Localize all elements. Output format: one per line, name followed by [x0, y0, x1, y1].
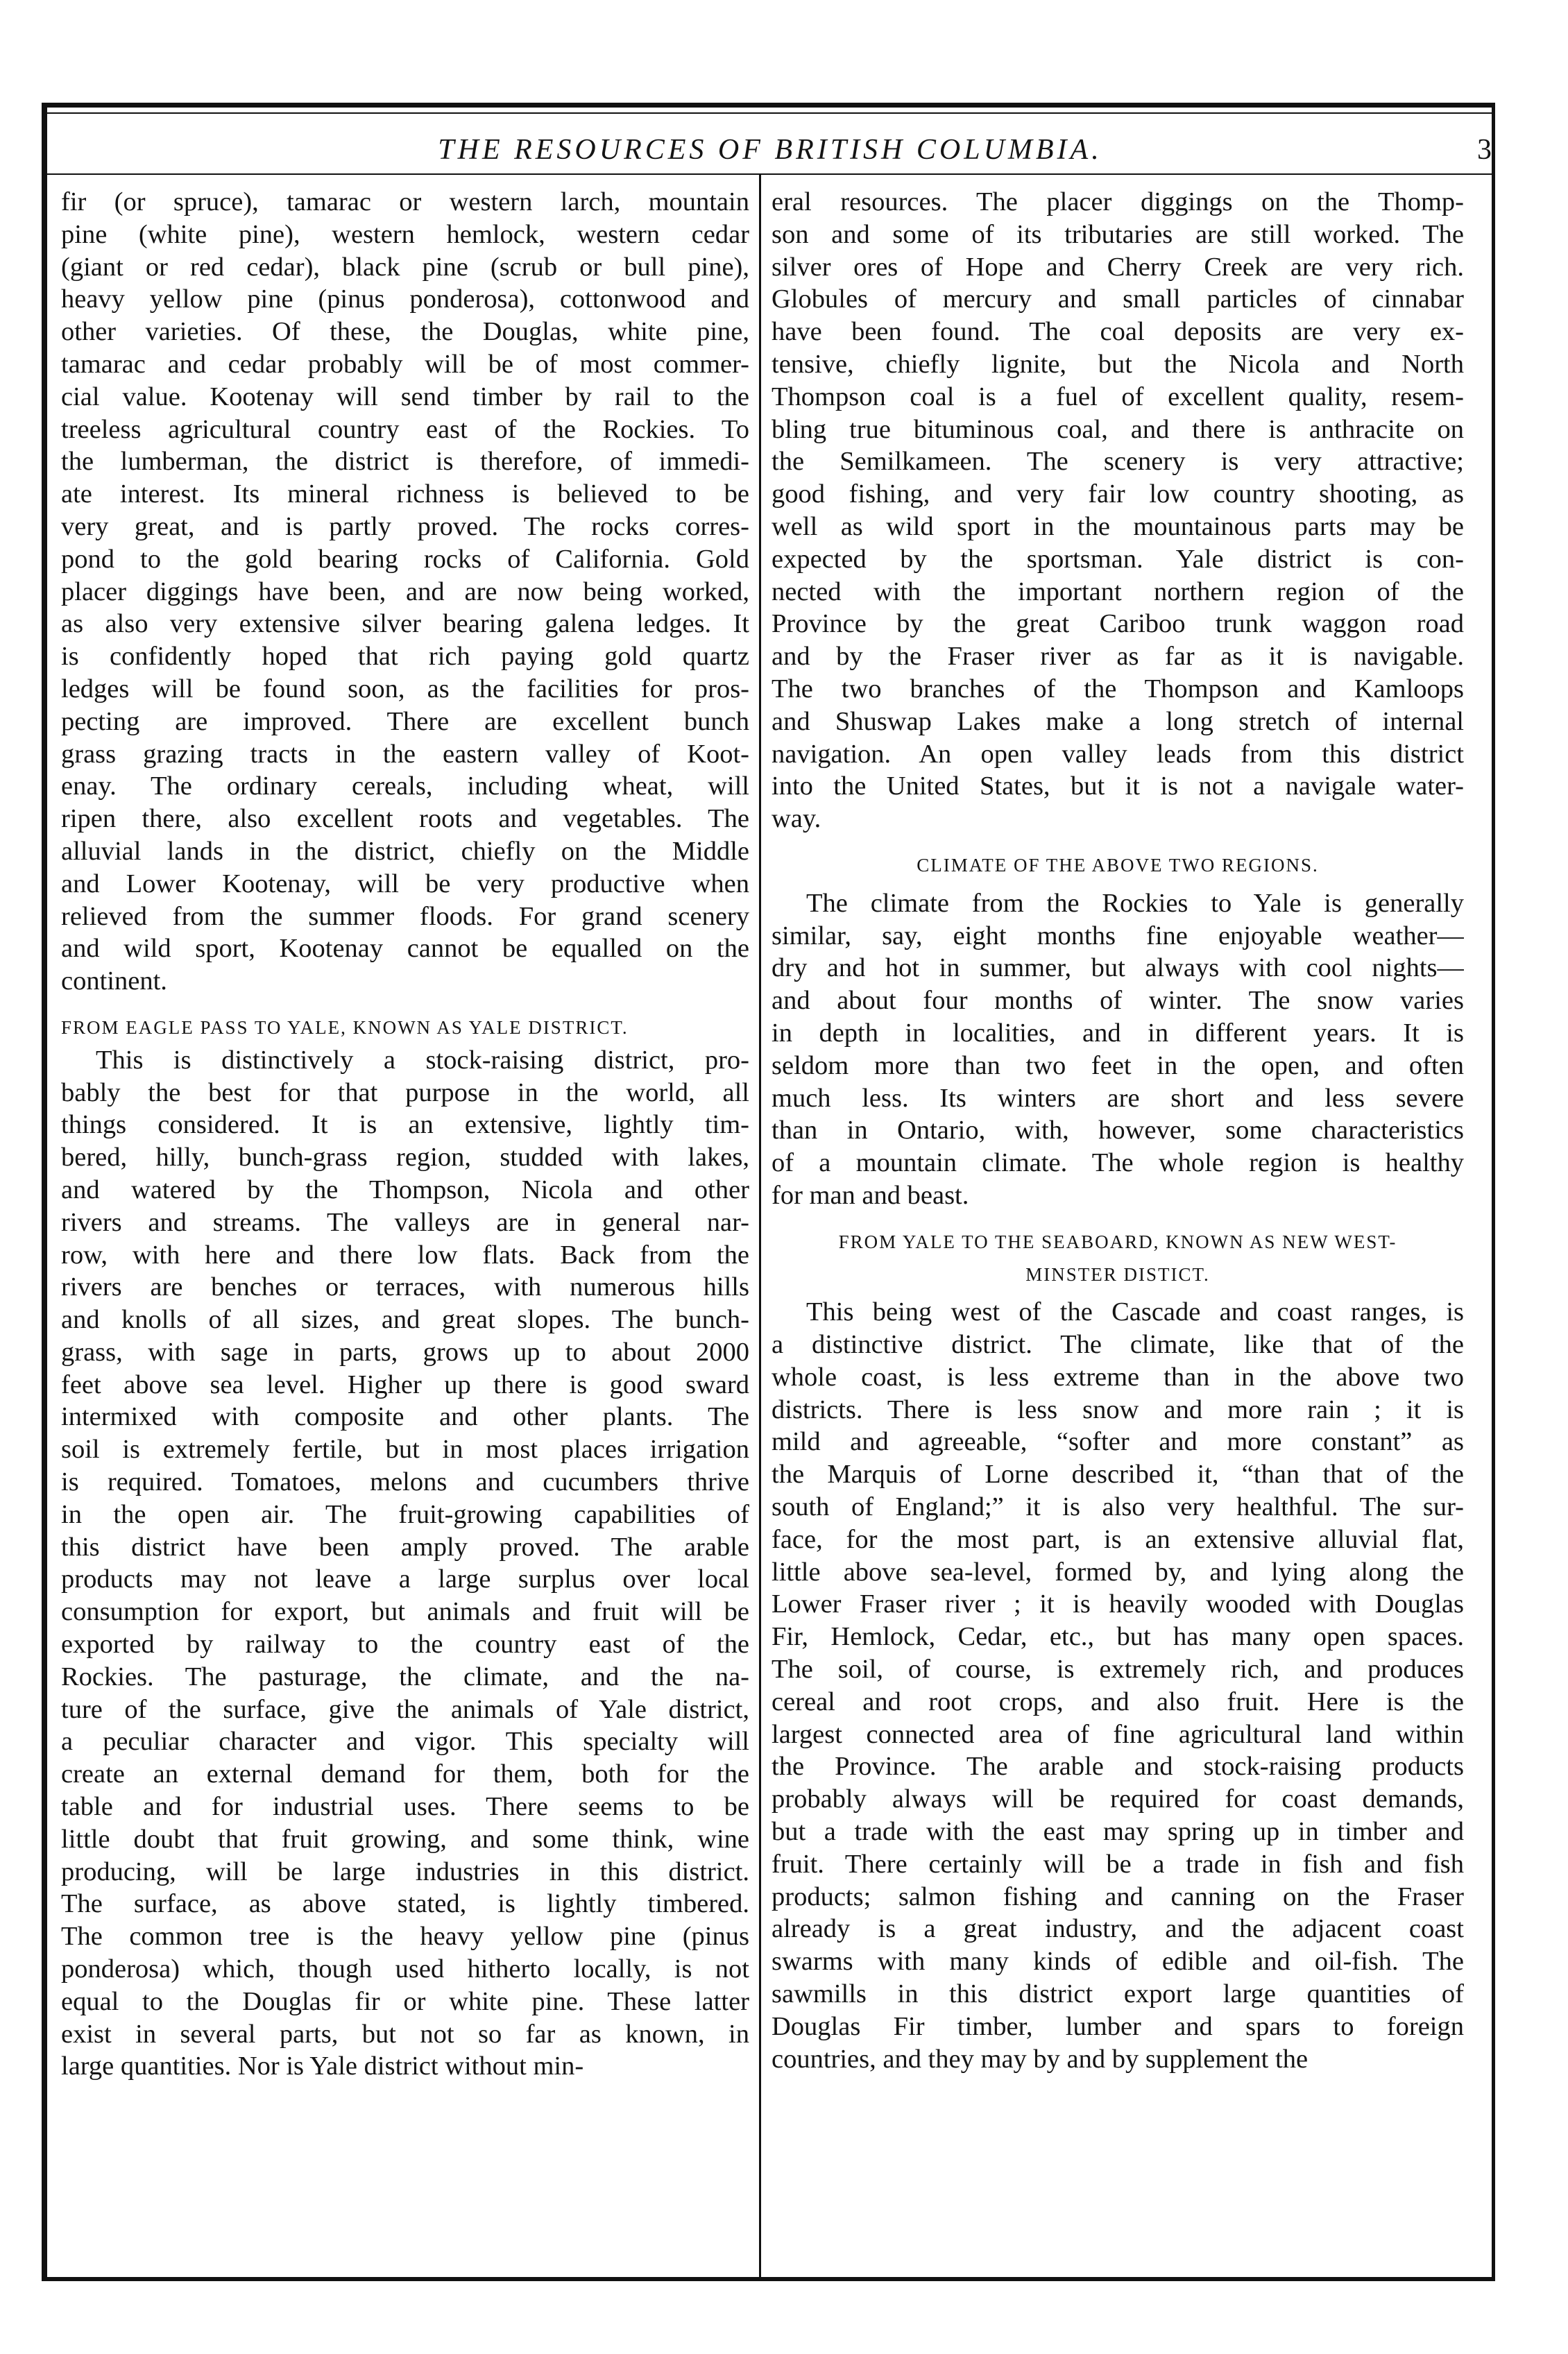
text-line: large quantities. Nor is Yale district without min-: [61, 2052, 584, 2081]
text-line: than in Ontario, with, however, some characteristics: [772, 1116, 1464, 1145]
text-line: cereal and root crops, and also fruit. Here is the: [772, 1687, 1464, 1716]
text-line: navigation. An open valley leads from this district: [772, 739, 1464, 769]
left-column: [61, 186, 749, 2083]
text-line: districts. There is less snow and more rain ; it is: [772, 1395, 1464, 1424]
paragraph-kootenay: [61, 186, 749, 998]
text-line: in the open air. The fruit-growing capabilities of: [61, 1499, 749, 1529]
paragraph-climate: [772, 887, 1464, 1212]
text-line: alluvial lands in the district, chiefly on the Middle: [61, 836, 749, 866]
text-line: have been found. The coal deposits are very ex-: [772, 317, 1464, 347]
running-header: THE RESOURCES OF BRITISH COLUMBIA.: [438, 134, 1102, 166]
text-line: bling true bituminous coal, and there is anthracite on: [772, 414, 1464, 444]
text-line: and watered by the Thompson, Nicola and other: [61, 1175, 749, 1204]
text-line: tamarac and cedar probably will be of most commer-: [61, 349, 749, 379]
text-line: and knolls of all sizes, and great slopes. The bunch-: [61, 1305, 749, 1335]
text-line: little doubt that fruit growing, and some think, wine: [61, 1824, 749, 1854]
text-line: continent.: [61, 966, 167, 996]
text-line: exported by railway to the country east of the: [61, 1630, 749, 1660]
text-line: ripen there, also excellent roots and vegetables. The: [61, 804, 749, 834]
text-line: expected by the sportsman. Yale district is con-: [772, 544, 1464, 574]
text-line: this district have been amply proved. The arable: [61, 1532, 749, 1562]
text-line: things considered. It is an extensive, lightly tim-: [61, 1110, 749, 1140]
text-line: a distinctive district. The climate, like that of the: [772, 1330, 1464, 1360]
text-line: whole coast, is less extreme than in the above two: [772, 1362, 1464, 1392]
text-line: relieved from the summer floods. For grand scenery: [61, 901, 749, 931]
text-line: pond to the gold bearing rocks of California. Gold: [61, 544, 749, 574]
text-line: largest connected area of fine agricultural land within: [772, 1719, 1464, 1749]
text-line: is confidently hoped that rich paying gold quartz: [61, 642, 749, 672]
text-line: products; salmon fishing and canning on the Fraser: [772, 1882, 1464, 1911]
text-line: as also very extensive silver bearing galena ledges. It: [61, 609, 749, 639]
text-line: Rockies. The pasturage, the climate, and the na-: [61, 1662, 749, 1691]
text-line: and about four months of winter. The snow varies: [772, 986, 1464, 1016]
section-heading-climate: CLIMATE OF THE ABOVE TWO REGIONS.: [917, 854, 1319, 876]
text-line: the Marquis of Lorne described it, “than that of the: [772, 1460, 1464, 1490]
text-line: table and for industrial uses. There seems to be: [61, 1792, 749, 1822]
paragraph-new-westminster: [772, 1296, 1464, 2075]
text-line: nected with the important northern region of the: [772, 577, 1464, 606]
section-heading-new-westminster-cont: MINSTER DISTICT.: [1025, 1263, 1210, 1285]
text-line: (giant or red cedar), black pine (scrub or bull pine),: [61, 252, 749, 282]
text-line: This is distinctively a stock-raising district, pro-: [96, 1045, 749, 1075]
text-line: pine (white pine), western hemlock, western cedar: [61, 219, 749, 249]
paragraph-yale-resources: [772, 186, 1464, 835]
text-line: intermixed with composite and other plants. The: [61, 1402, 749, 1432]
text-line: Fir, Hemlock, Cedar, etc., but has many open spaces.: [772, 1622, 1464, 1652]
text-line: products may not leave a large surplus over local: [61, 1564, 749, 1594]
text-line: treeless agricultural country east of the Rockies. To: [61, 414, 749, 444]
left-border: [42, 103, 47, 2281]
text-line: a peculiar character and vigor. This specialty will: [61, 1727, 749, 1757]
text-line: ture of the surface, give the animals of Yale district,: [61, 1694, 749, 1724]
text-line: and by the Fraser river as far as it is navigable.: [772, 642, 1464, 672]
text-line: tensive, chiefly lignite, but the Nicola and North: [772, 349, 1464, 379]
section-heading-new-westminster: FROM YALE TO THE SEABOARD, KNOWN AS NEW WEST-: [838, 1231, 1397, 1252]
text-line: Lower Fraser river ; it is heavily wooded with Douglas: [772, 1589, 1464, 1619]
paragraph-yale-district: [61, 1044, 749, 2083]
text-line: face, for the most part, is an extensive alluvial flat,: [772, 1524, 1464, 1554]
text-line: eral resources. The placer diggings on the Thomp-: [772, 187, 1464, 216]
text-line: dry and hot in summer, but always with cool nights—: [772, 953, 1464, 983]
text-line: but a trade with the east may spring up in timber and: [772, 1817, 1464, 1847]
text-line: fruit. There certainly will be a trade in fish and fish: [772, 1849, 1464, 1879]
text-line: little above sea-level, formed by, and lying along the: [772, 1557, 1464, 1587]
text-line: equal to the Douglas fir or white pine. These latter: [61, 1986, 749, 2016]
text-line: silver ores of Hope and Cherry Creek are very rich.: [772, 252, 1464, 282]
text-line: bably the best for that purpose in the world, all: [61, 1077, 749, 1107]
text-line: well as wild sport in the mountainous parts may be: [772, 511, 1464, 541]
text-line: The climate from the Rockies to Yale is generally: [806, 888, 1464, 918]
text-line: way.: [772, 804, 821, 834]
text-line: fir (or spruce), tamarac or western larch, mountain: [61, 187, 749, 216]
text-line: into the United States, but it is not a navigale water-: [772, 771, 1464, 801]
text-line: other varieties. Of these, the Douglas, white pine,: [61, 317, 749, 347]
text-line: and wild sport, Kootenay cannot be equalled on the: [61, 934, 749, 964]
text-line: The soil, of course, is extremely rich, and produces: [772, 1655, 1464, 1685]
text-line: ponderosa) which, though used hitherto locally, is not: [61, 1954, 749, 1984]
text-line: probably always will be required for coast demands,: [772, 1784, 1464, 1814]
header-rule: [42, 173, 1495, 175]
text-line: exist in several parts, but not so far as known, in: [61, 2019, 749, 2049]
bottom-rule: [42, 2277, 1495, 2281]
right-border: [1492, 103, 1495, 2281]
text-line: the lumberman, the district is therefore, of immedi-: [61, 447, 749, 477]
text-line: row, with here and there low flats. Back from the: [61, 1240, 749, 1270]
text-line: very great, and is partly proved. The rocks corres-: [61, 511, 749, 541]
text-line: south of England;” it is also very healthful. The sur-: [772, 1492, 1464, 1522]
text-line: ledges will be found soon, as the facilities for pros-: [61, 674, 749, 703]
text-line: much less. Its winters are short and less severe: [772, 1083, 1464, 1113]
text-line: pecting are improved. There are excellent bunch: [61, 706, 749, 736]
text-line: for man and beast.: [772, 1180, 969, 1210]
text-line: bered, hilly, bunch-grass region, studded with lakes,: [61, 1143, 749, 1172]
text-line: placer diggings have been, and are now being worked,: [61, 577, 749, 606]
text-line: feet above sea level. Higher up there is good sward: [61, 1370, 749, 1399]
text-line: son and some of its tributaries are still worked. The: [772, 219, 1464, 249]
text-line: The common tree is the heavy yellow pine (pinus: [61, 1922, 749, 1952]
text-line: similar, say, eight months fine enjoyable weather—: [772, 921, 1464, 950]
text-line: rivers and streams. The valleys are in general nar-: [61, 1207, 749, 1237]
text-line: create an external demand for them, both for the: [61, 1759, 749, 1789]
text-line: Douglas Fir timber, lumber and spars to foreign: [772, 2011, 1464, 2041]
text-line: mild and agreeable, “softer and more constant” as: [772, 1427, 1464, 1457]
right-column: [772, 186, 1464, 2075]
text-line: good fishing, and very fair low country shooting, as: [772, 479, 1464, 509]
text-line: The two branches of the Thompson and Kamloops: [772, 674, 1464, 703]
text-line: rivers are benches or terraces, with numerous hills: [61, 1272, 749, 1302]
text-line: heavy yellow pine (pinus ponderosa), cottonwood and: [61, 284, 749, 314]
page-number: 3: [1477, 134, 1492, 166]
text-line: enay. The ordinary cereals, including wheat, will: [61, 771, 749, 801]
text-line: sawmills in this district export large quantities of: [772, 1979, 1464, 2009]
text-line: swarms with many kinds of edible and oil-fish. The: [772, 1947, 1464, 1977]
text-line: Province by the great Cariboo trunk waggon road: [772, 609, 1464, 639]
text-line: Thompson coal is a fuel of excellent quality, resem-: [772, 382, 1464, 411]
top-rule-thin: [42, 112, 1495, 114]
text-line: the Semilkameen. The scenery is very attractive;: [772, 447, 1464, 477]
text-line: grass, with sage in parts, grows up to about 2000: [61, 1337, 749, 1367]
text-line: This being west of the Cascade and coast ranges, is: [806, 1297, 1464, 1327]
text-line: of a mountain climate. The whole region is healthy: [772, 1148, 1464, 1178]
text-line: countries, and they may by and by supplement the: [772, 2044, 1309, 2074]
text-line: producing, will be large industries in this district.: [61, 1857, 749, 1886]
text-line: soil is extremely fertile, but in most places irrigation: [61, 1435, 749, 1465]
text-line: Globules of mercury and small particles of cinnabar: [772, 284, 1464, 314]
section-heading-yale: FROM EAGLE PASS TO YALE, KNOWN AS YALE DISTRICT.: [61, 1016, 629, 1038]
column-divider: [759, 175, 761, 2281]
text-line: seldom more than two feet in the open, and often: [772, 1050, 1464, 1080]
text-line: is required. Tomatoes, melons and cucumbers thrive: [61, 1467, 749, 1497]
text-line: and Shuswap Lakes make a long stretch of internal: [772, 706, 1464, 736]
top-rule: [42, 103, 1495, 108]
text-line: ate interest. Its mineral richness is believed to be: [61, 479, 749, 509]
text-line: cial value. Kootenay will send timber by rail to the: [61, 382, 749, 411]
text-line: in depth in localities, and in different years. It is: [772, 1018, 1464, 1048]
text-line: already is a great industry, and the adjacent coast: [772, 1914, 1464, 1944]
text-line: The surface, as above stated, is lightly timbered.: [61, 1889, 749, 1919]
text-line: grass grazing tracts in the eastern valley of Koot-: [61, 739, 749, 769]
text-line: the Province. The arable and stock-raising products: [772, 1752, 1464, 1782]
text-line: consumption for export, but animals and fruit will be: [61, 1597, 749, 1627]
text-line: and Lower Kootenay, will be very productive when: [61, 869, 749, 898]
